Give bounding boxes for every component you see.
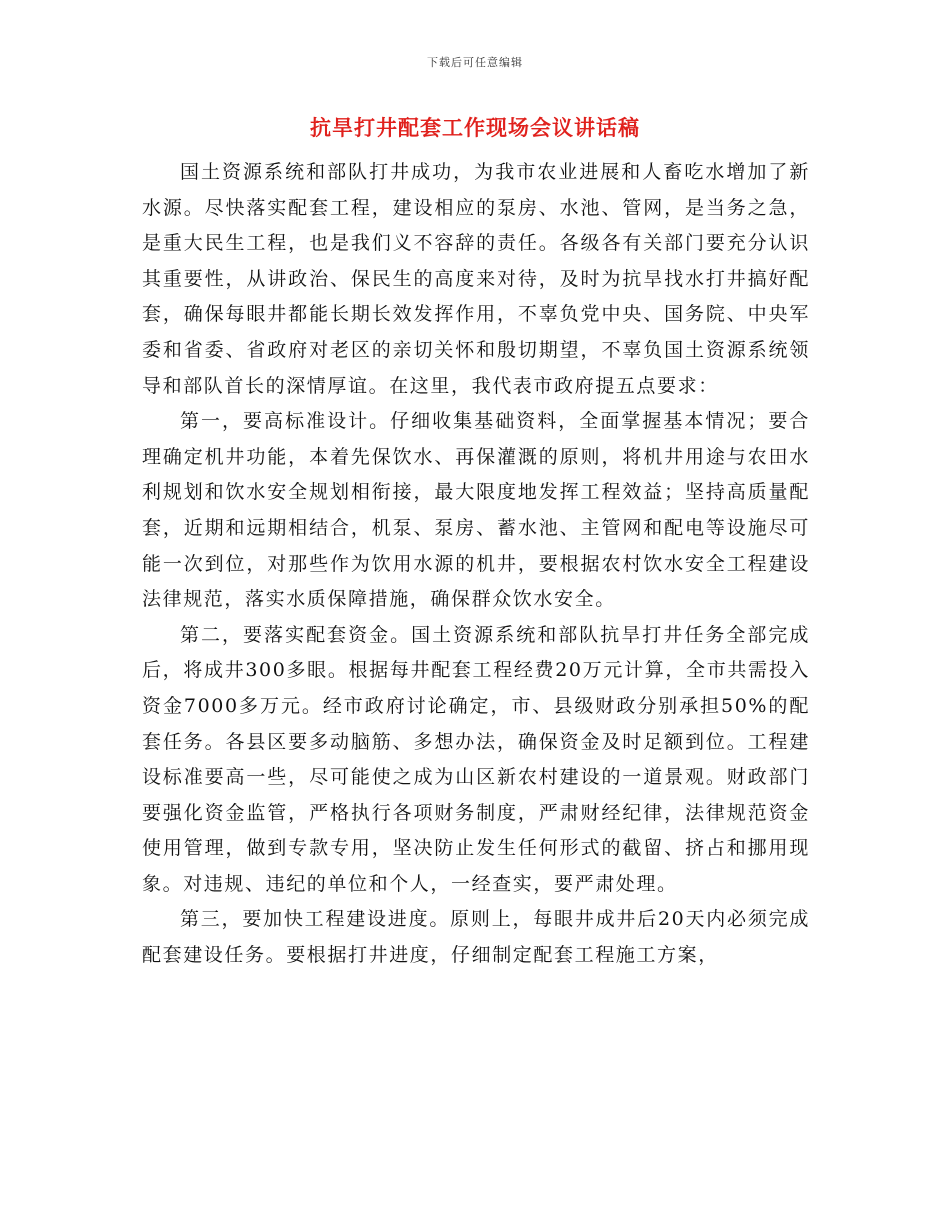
paragraph-point-2: 第二，要落实配套资金。国土资源系统和部队抗旱打井任务全部完成后，将成井300多眼。根据每井配套工程经费20万元计算，全市共需投入资金7000多万元。经市政府讨论确定，市、县级财政分别承担50%的配套任务。各县区要多动脑筋、多想办法，确保资金及时足额到位。工程建设标准要高一些，尽可能使之成为山区新农村建设的一道景观。财政部门要强化资金监管，严格执行各项财务制度，严肃财经纪律，法律规范资金使用管理，做到专款专用，坚决防止发生任何形式的截留、挤占和挪用现象。对违规、违纪的单位和个人，一经查实，要严肃处理。 xyxy=(142,623,810,895)
document-title: 抗旱打井配套工作现场会议讲话稿 xyxy=(310,116,640,140)
paragraph-intro: 国土资源系统和部队打井成功，为我市农业进展和人畜吃水增加了新水源。尽快落实配套工程，建设相应的泵房、水池、管网，是当务之急，是重大民生工程，也是我们义不容辞的责任。各级各有关部门要充分认识其重要性，从讲政治、保民生的高度来对待，及时为抗旱找水打井搞好配套，确保每眼井都能长期长效发挥作用，不辜负党中央、国务院、中央军委和省委、省政府对老区的亲切关怀和殷切期望，不辜负国土资源系统领导和部队首长的深情厚谊。在这里，我代表市政府提五点要求： xyxy=(142,161,810,397)
paragraph-point-3: 第三，要加快工程建设进度。原则上，每眼井成井后20天内必须完成配套建设任务。要根据打井进度，仔细制定配套工程施工方案， xyxy=(142,908,810,967)
document-body xyxy=(142,155,810,974)
header-note: 下载后可任意编辑 xyxy=(427,56,523,69)
paragraph-point-1: 第一，要高标准设计。仔细收集基础资料，全面掌握基本情况；要合理确定机井功能，本着先保饮水、再保灌溉的原则，将机井用途与农田水利规划和饮水安全规划相衔接，最大限度地发挥工程效益；坚持高质量配套，近期和远期相结合，机泵、泵房、蓄水池、主管网和配电等设施尽可能一次到位，对那些作为饮用水源的机井，要根据农村饮水安全工程建设法律规范，落实水质保障措施，确保群众饮水安全。 xyxy=(142,410,810,611)
